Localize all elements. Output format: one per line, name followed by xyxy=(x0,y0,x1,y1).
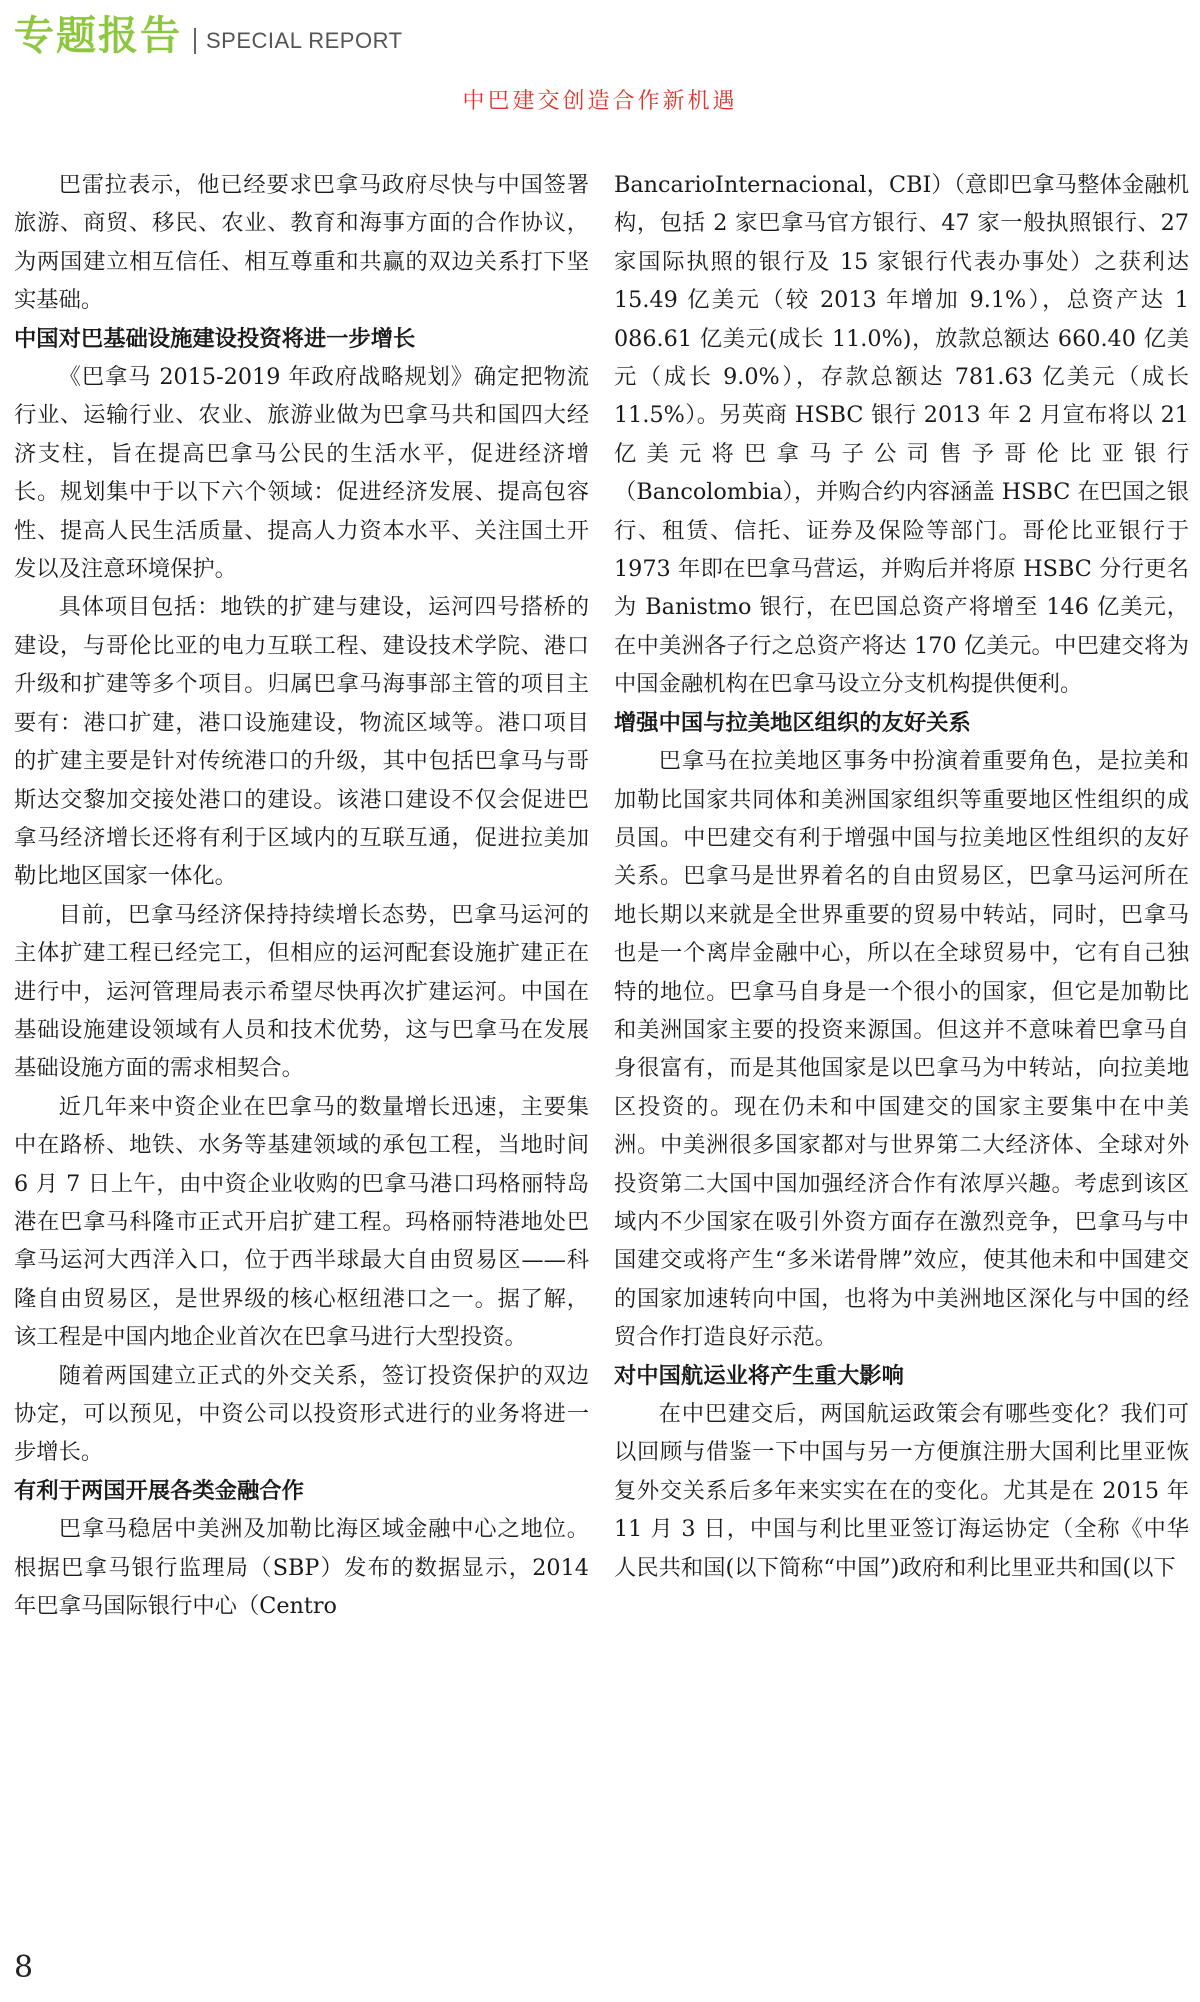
paragraph: 巴拿马在拉美地区事务中扮演着重要角色，是拉美和加勒比国家共同体和美洲国家组织等重要地区性组织的成员国。中巴建交有利于增强中国与拉美地区性组织的友好关系。巴拿马是世界着名的自由贸易区，巴拿马运河所在地长期以来就是全世界重要的贸易中转站，同时，巴拿马也是一个离岸金融中心，所以在全球贸易中，它有自己独特的地位。巴拿马自身是一个很小的国家，但它是加勒比和美洲国家主要的投资来源国。但这并不意味着巴拿马自身很富有，而是其他国家是以巴拿马为中转站，向拉美地区投资的。现在仍未和中国建交的国家主要集中在中美洲。中美洲很多国家都对与世界第二大经济体、全球对外投资第二大国中国加强经济合作有浓厚兴趣。考虑到该区域内不少国家在吸引外资方面存在激烈竞争，巴拿马与中国建交或将产生“多米诺骨牌”效应，使其他未和中国建交的国家加速转向中国，也将为中美洲地区深化与中国的经贸合作打造良好示范。 xyxy=(614,748,1189,1351)
paragraph: BancarioInternacional，CBI）（意即巴拿马整体金融机构，包括 2 家巴拿马官方银行、47 家一般执照银行、27 家国际执照的银行及 15 家银行代表办事处）之获利达 15.49 亿美元（较 2013 年增加 9.1%），总资产达 1 086.61 亿美元(成长 11.0%)，放款总额达 660.40 亿美元（成长 9.0%），存款总额达 781.63 亿美元（成长 11.5%）。另英商 HSBC 银行 2013 年 2 月宣布将以 21 亿美元将巴拿马子公司售予哥伦比亚银行（Bancolombia），并购合约内容涵盖 HSBC 在巴国之银行、租赁、信托、证券及保险等部门。哥伦比亚银行于 1973 年即在巴拿马营运，并购后并将原 HSBC 分行更名为 Banistmo 银行，在巴国总资产将增至 146 亿美元，在中美洲各子行之总资产将达 170 亿美元。中巴建交将为中国金融机构在巴拿马设立分支机构提供便利。 xyxy=(614,172,1189,698)
paragraph: 巴拿马稳居中美洲及加勒比海区域金融中心之地位。根据巴拿马银行监理局（SBP）发布的数据显示，2014 年巴拿马国际银行中心（Centro xyxy=(14,1516,589,1620)
section-header xyxy=(14,14,403,58)
right-column xyxy=(614,166,1189,1587)
section-heading: 中国对巴基础设施建设投资将进一步增长 xyxy=(14,325,416,352)
title-divider xyxy=(194,28,196,54)
paragraph: 目前，巴拿马经济保持持续增长态势，巴拿马运河的主体扩建工程已经完工，但相应的运河配套设施扩建正在进行中，运河管理局表示希望尽快再次扩建运河。中国在基础设施建设领域有人员和技术优势，这与巴拿马在发展基础设施方面的需求相契合。 xyxy=(14,901,589,1082)
section-title-english: SPECIAL REPORT xyxy=(206,28,403,53)
paragraph: 巴雷拉表示，他已经要求巴拿马政府尽快与中国签署旅游、商贸、移民、农业、教育和海事方面的合作协议，为两国建立相互信任、相互尊重和共赢的双边关系打下坚实基础。 xyxy=(14,172,589,314)
section-heading: 增强中国与拉美地区组织的友好关系 xyxy=(614,709,971,736)
paragraph: 近几年来中资企业在巴拿马的数量增长迅速，主要集中在路桥、地铁、水务等基建领域的承包工程，当地时间 6 月 7 日上午，由中资企业收购的巴拿马港口玛格丽特岛港在巴拿马科隆市正式开启扩建工程。玛格丽特港地处巴拿马运河大西洋入口，位于西半球最大自由贸易区——科隆自由贸易区，是世界级的核心枢纽港口之一。据了解，该工程是中国内地企业首次在巴拿马进行大型投资。 xyxy=(14,1093,589,1351)
paragraph: 《巴拿马 2015-2019 年政府战略规划》确定把物流行业、运输行业、农业、旅游业做为巴拿马共和国四大经济支柱，旨在提高巴拿马公民的生活水平，促进经济增长。规划集中于以下六个领域：促进经济发展、提高包容性、提高人民生活质量、提高人力资本水平、关注国土开发以及注意环境保护。 xyxy=(14,364,589,583)
paragraph: 随着两国建立正式的外交关系，签订投资保护的双边协定，可以预见，中资公司以投资形式进行的业务将进一步增长。 xyxy=(14,1362,589,1466)
paragraph: 具体项目包括：地铁的扩建与建设，运河四号搭桥的建设，与哥伦比亚的电力互联工程、建设技术学院、港口升级和扩建等多个项目。归属巴拿马海事部主管的项目主要有：港口扩建，港口设施建设，物流区域等。港口项目的扩建主要是针对传统港口的升级，其中包括巴拿马与哥斯达交黎加交接处港口的建设。该港口建设不仅会促进巴拿马经济增长还将有利于区域内的互联互通，促进拉美加勒比地区国家一体化。 xyxy=(14,594,589,890)
paragraph: 在中巴建交后，两国航运政策会有哪些变化？我们可以回顾与借鉴一下中国与另一方便旗注册大国利比里亚恢复外交关系后多年来实实在在的变化。尤其是在 2015 年 11 月 3 日，中国与利比里亚签订海运协定（全称《中华人民共和国(以下简称“中国”)政府和利比里亚共和国(以下 xyxy=(614,1401,1189,1581)
section-heading: 对中国航运业将产生重大影响 xyxy=(614,1362,904,1389)
section-title: 专题报告 xyxy=(14,13,182,59)
article-subtitle: 中巴建交创造合作新机遇 xyxy=(462,89,738,114)
page-number: 8 xyxy=(14,1950,34,1985)
left-column xyxy=(14,166,589,1625)
section-heading: 有利于两国开展各类金融合作 xyxy=(14,1477,304,1504)
